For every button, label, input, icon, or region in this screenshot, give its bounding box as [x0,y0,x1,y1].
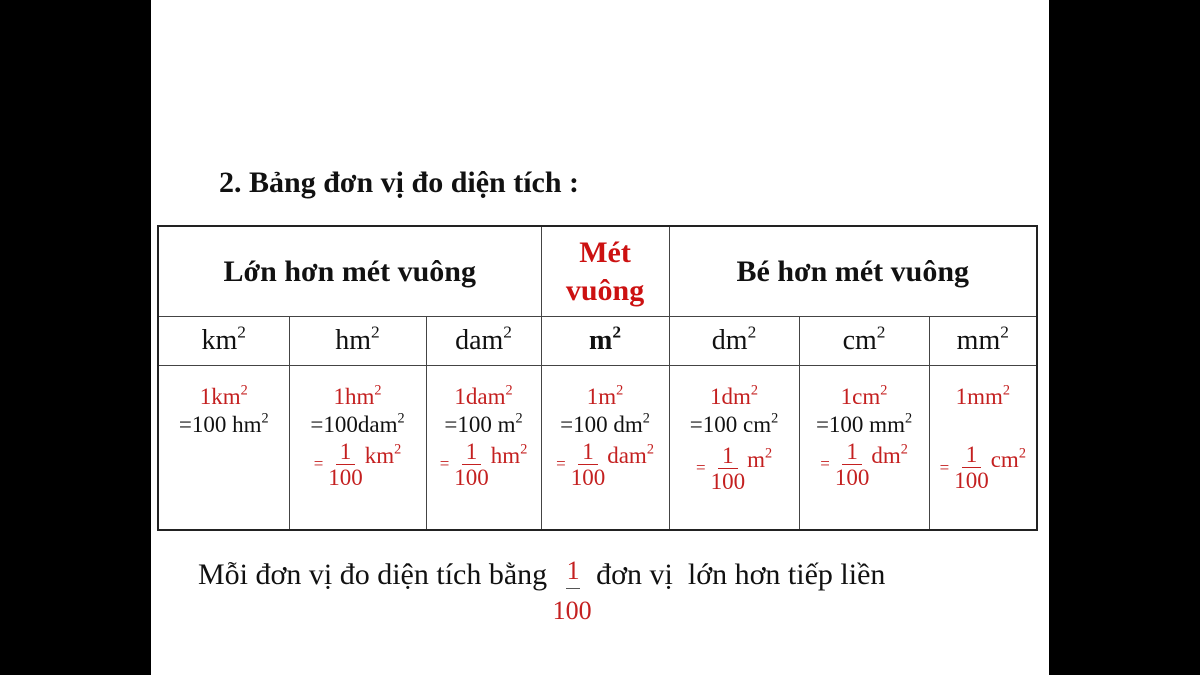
relation-dm2 [669,366,799,531]
equals-fraction-larger: = $\frac{1}{100}$ $m^2$ [695,442,773,494]
relation-dam2 [426,366,541,531]
relation-mm2 [929,366,1037,531]
relation-cm2 [799,366,929,531]
relation-m2 [541,366,669,531]
unit-dm2 [669,317,799,366]
group-larger: Lớn hơn mét vuông [158,226,541,317]
fraction: $\frac{1}{100}$ [328,438,363,490]
equals-fraction-larger: = $\frac{1}{100}$ $dm^2$ [820,438,908,490]
equals-100-smaller: =100 $dm^2$ [560,411,650,438]
unit-mm2 [929,317,1037,366]
equals-fraction-larger: = $\frac{1}{100}$ $km^2$ [313,438,402,490]
unit-dam2 [426,317,541,366]
equals-100-smaller: =100dam$^2$ [310,411,405,438]
equals-100-smaller: =100 $m^2$ [444,411,523,438]
group-smaller: Bé hơn mét vuông [669,226,1037,317]
unit-exp: 2 [876,322,886,342]
unit-label: mm [956,325,1001,356]
unit-exp: 2 [612,322,622,342]
note-fraction: $\frac{1}{100}$ [552,556,592,625]
relation-hm2 [289,366,426,531]
unit-exp: 2 [371,322,380,342]
fraction: $\frac{1}{100}$ [710,442,746,494]
one-unit: 1dam$^2$ [454,382,513,409]
equals-100-smaller: =100 $mm^2$ [815,411,913,438]
one-unit: $1cm^2$ [840,382,888,409]
group-header-row [158,226,1037,317]
note-after: đơn vị lớn hơn tiếp liền [588,558,886,591]
unit-exp: 2 [237,322,246,342]
unit-cm2 [799,317,929,366]
unit-label: hm [335,325,372,356]
note-before: Mỗi đơn vị đo diện tích bằng [198,558,555,591]
group-base-line1: Mét [579,235,631,269]
unit-row [158,317,1037,366]
equals-100-smaller: =100 $hm^2$ [178,411,269,438]
summary-note [198,556,886,625]
group-base-line2: vuông [565,273,645,307]
unit-exp: 2 [503,322,512,342]
one-unit: $1km^2$ [199,382,248,409]
equals-fraction-larger: = $\frac{1}{100}$ $cm^2$ [939,442,1026,494]
fraction: $\frac{1}{100}$ [954,442,989,494]
fraction: $\frac{1}{100}$ [834,438,870,490]
unit-exp: 2 [747,322,757,342]
area-units-table [157,225,1038,531]
equals-fraction-larger: = $\frac{1}{100}$ $hm^2$ [439,438,528,490]
unit-m2 [541,317,669,366]
fraction: $\frac{1}{100}$ [454,438,489,490]
unit-label: m [589,325,613,356]
fraction: $\frac{1}{100}$ [570,438,606,490]
unit-label: cm [842,325,877,356]
one-unit: $1m^2$ [586,382,624,409]
unit-hm2 [289,317,426,366]
unit-label: km [201,325,238,356]
unit-exp: 2 [1000,322,1009,342]
equals-fraction-larger: = $\frac{1}{100}$ dam$^2$ [556,438,654,490]
equals-100-smaller: =100 $cm^2$ [689,411,779,438]
one-unit: $1hm^2$ [333,382,382,409]
relation-km2 [158,366,289,531]
one-unit: $1mm^2$ [955,382,1010,409]
slide [151,0,1049,675]
unit-label: dam [455,325,504,356]
group-base [541,226,669,317]
one-unit: $1dm^2$ [710,382,759,409]
slide-title: 2. Bảng đơn vị đo diện tích : [219,166,580,199]
unit-label: dm [711,325,748,356]
relation-row [158,366,1037,531]
unit-km2 [158,317,289,366]
